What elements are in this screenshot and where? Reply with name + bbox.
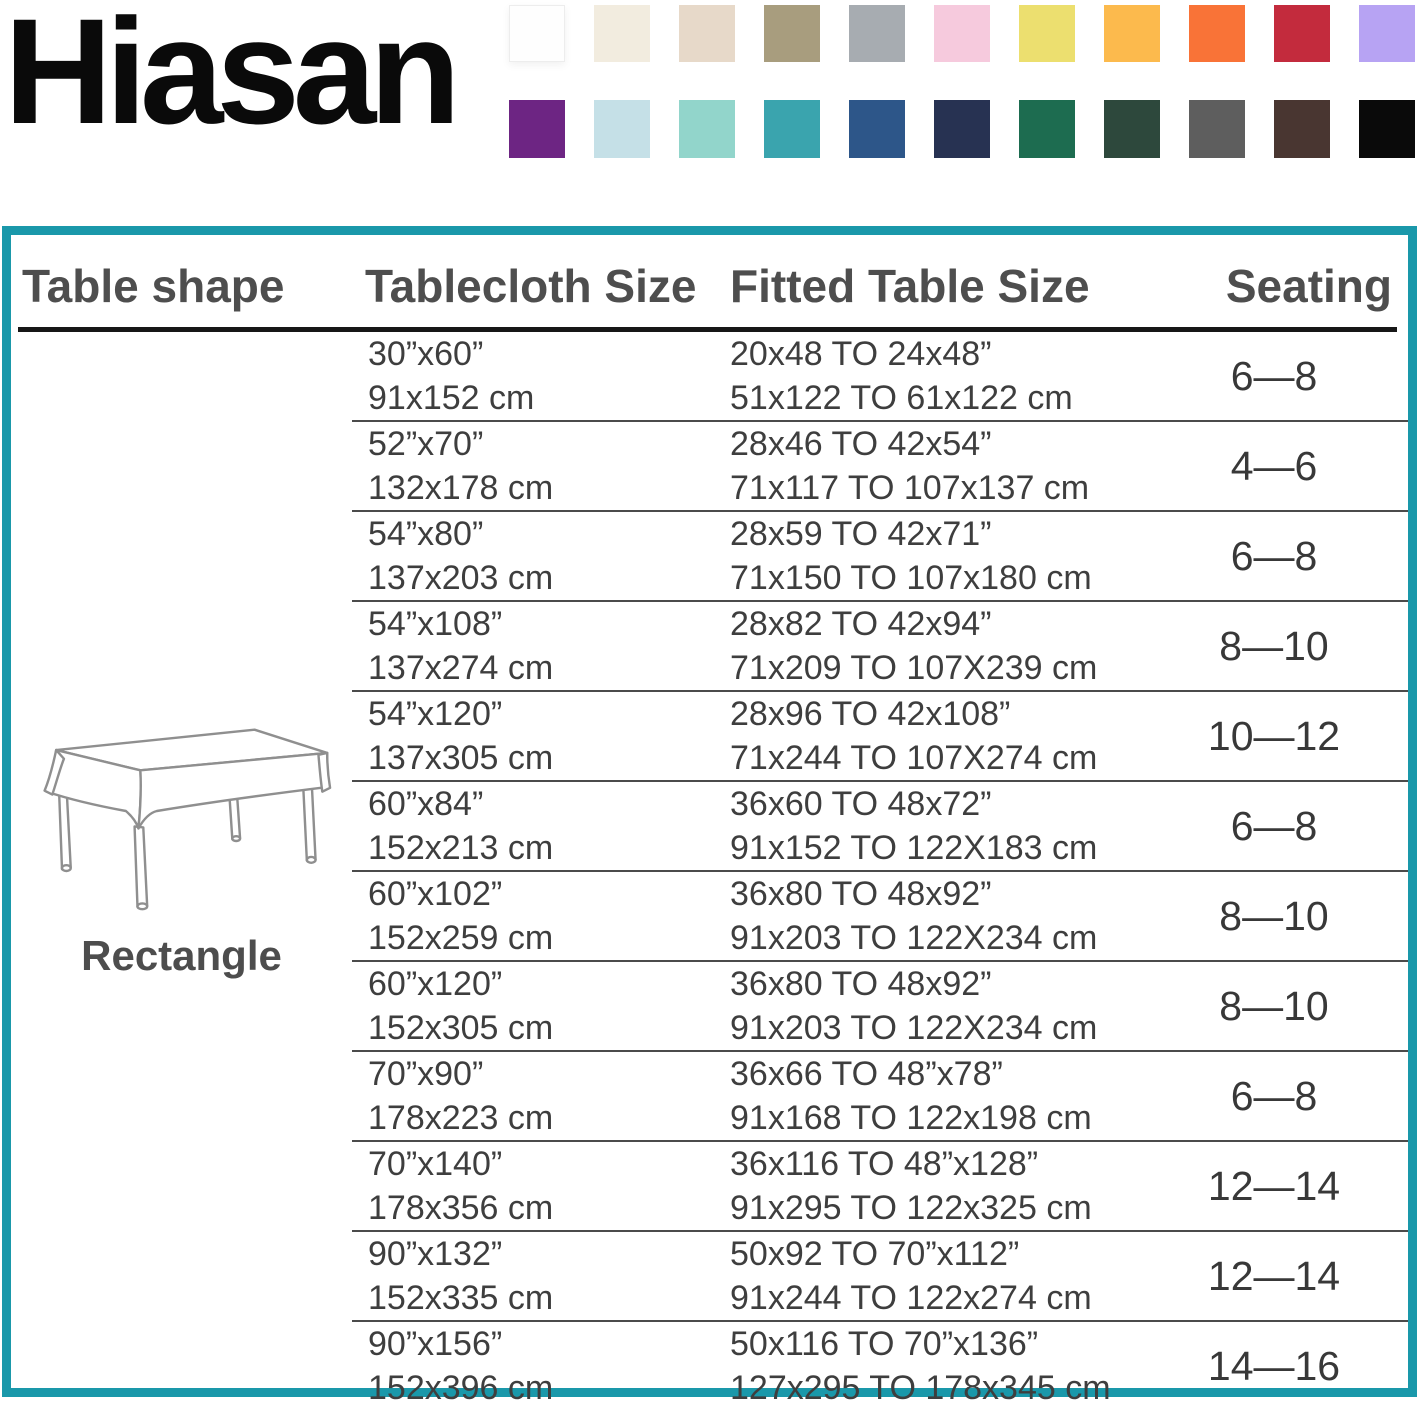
size-row [352, 1232, 1408, 1322]
fitted-table-size-inches: 28x46 TO 42x54” [730, 425, 992, 463]
seating-range: 4—6 [1230, 442, 1318, 489]
fitted-table-size-cm: 91x295 TO 122x325 cm [730, 1189, 1092, 1227]
swatch-beige [679, 5, 735, 62]
tablecloth-size-cm: 152x259 cm [368, 919, 554, 957]
column-header-table-shape: Table shape [22, 260, 285, 312]
seating-range: 12—14 [1207, 1162, 1341, 1209]
fitted-table-size-cell [730, 602, 1140, 690]
fitted-table-size-inches: 50x116 TO 70”x136” [730, 1325, 1039, 1363]
fitted-table-size-cm: 71x209 TO 107X239 cm [730, 649, 1098, 687]
tablecloth-size-cm: 178x223 cm [368, 1099, 554, 1137]
rectangle-table-illustration [32, 704, 332, 918]
fitted-table-size-cell [730, 512, 1140, 600]
swatch-purple [509, 100, 565, 158]
tablecloth-size-inches: 60”x120” [368, 965, 503, 1003]
size-rows [352, 332, 1408, 1407]
size-row [352, 1052, 1408, 1142]
swatch-light-blue [594, 100, 650, 158]
tablecloth-size-inches: 60”x102” [368, 875, 503, 913]
size-row [352, 1142, 1408, 1232]
fitted-table-size-cm: 91x203 TO 122X234 cm [730, 1009, 1098, 1047]
seating-range: 6—8 [1230, 1072, 1318, 1119]
fitted-table-size-cell [730, 422, 1140, 510]
column-header-tablecloth-size: Tablecloth Size [365, 260, 697, 312]
seating-range: 10—12 [1207, 712, 1341, 759]
tablecloth-size-inches: 60”x84” [368, 785, 484, 823]
seating-range: 6—8 [1230, 352, 1318, 399]
size-row [352, 602, 1408, 692]
tablecloth-size-inches: 52”x70” [368, 425, 484, 463]
tablecloth-size-cell [368, 1052, 730, 1140]
fitted-table-size-cm: 91x152 TO 122X183 cm [730, 829, 1098, 867]
tablecloth-size-inches: 90”x132” [368, 1235, 503, 1273]
swatch-seafoam [679, 100, 735, 158]
brand-logo: Hiasan [4, 0, 454, 155]
fitted-table-size-cm: 71x244 TO 107X274 cm [730, 739, 1098, 777]
fitted-table-size-cm: 71x150 TO 107x180 cm [730, 559, 1092, 597]
seating-range: 8—10 [1219, 622, 1329, 669]
tablecloth-size-cm: 137x305 cm [368, 739, 554, 777]
swatch-teal [764, 100, 820, 158]
fitted-table-size-inches: 36x80 TO 48x92” [730, 965, 992, 1003]
swatch-gray [849, 5, 905, 62]
fitted-table-size-cm: 91x244 TO 122x274 cm [730, 1279, 1092, 1317]
color-swatch-row-2 [509, 100, 1415, 158]
swatch-black [1359, 100, 1415, 158]
tablecloth-size-cell [368, 962, 730, 1050]
swatch-brown [1274, 100, 1330, 158]
tablecloth-size-inches: 70”x140” [368, 1145, 503, 1183]
tablecloth-size-inches: 90”x156” [368, 1325, 503, 1363]
size-row [352, 872, 1408, 962]
fitted-table-size-inches: 50x92 TO 70”x112” [730, 1235, 1020, 1273]
fitted-table-size-inches: 36x80 TO 48x92” [730, 875, 992, 913]
fitted-table-size-cell [730, 1052, 1140, 1140]
seating-range: 12—14 [1207, 1252, 1341, 1299]
shape-label: Rectangle [81, 932, 282, 979]
swatch-orange [1189, 5, 1245, 62]
fitted-table-size-inches: 28x59 TO 42x71” [730, 515, 992, 553]
seating-range: 8—10 [1219, 892, 1329, 939]
fitted-table-size-inches: 28x96 TO 42x108” [730, 695, 1011, 733]
fitted-table-size-cell [730, 1322, 1140, 1410]
tablecloth-size-inches: 30”x60” [368, 335, 484, 373]
tablecloth-size-cell [368, 422, 730, 510]
tablecloth-size-cm: 137x203 cm [368, 559, 554, 597]
tablecloth-size-cell [368, 692, 730, 780]
swatch-ivory [594, 5, 650, 62]
size-row [352, 512, 1408, 602]
swatch-green [1019, 100, 1075, 158]
tablecloth-size-cm: 152x335 cm [368, 1279, 554, 1317]
size-row [352, 782, 1408, 872]
fitted-table-size-cm: 51x122 TO 61x122 cm [730, 379, 1073, 417]
fitted-table-size-cell [730, 782, 1140, 870]
size-row [352, 962, 1408, 1052]
tablecloth-size-cm: 152x213 cm [368, 829, 554, 867]
fitted-table-size-cm: 91x168 TO 122x198 cm [730, 1099, 1092, 1137]
size-chart [2, 226, 1417, 1407]
fitted-table-size-cell [730, 1142, 1140, 1230]
swatch-lavender [1359, 5, 1415, 62]
swatch-navy [934, 100, 990, 158]
tablecloth-size-cm: 137x274 cm [368, 649, 554, 687]
fitted-table-size-inches: 28x82 TO 42x94” [730, 605, 992, 643]
fitted-table-size-cm: 127x295 TO 178x345 cm [730, 1369, 1111, 1407]
seating-range: 8—10 [1219, 982, 1329, 1029]
fitted-table-size-cm: 71x117 TO 107x137 cm [730, 469, 1090, 507]
tablecloth-size-cell [368, 512, 730, 600]
swatch-blue [849, 100, 905, 158]
tablecloth-size-inches: 54”x80” [368, 515, 484, 553]
table-shape-cell [11, 332, 352, 1388]
swatch-pink [934, 5, 990, 62]
tablecloth-size-cell [368, 1232, 730, 1320]
tablecloth-size-cm: 152x396 cm [368, 1369, 554, 1407]
tablecloth-size-cell [368, 332, 730, 420]
tablecloth-size-inches: 54”x108” [368, 605, 503, 643]
fitted-table-size-inches: 36x60 TO 48x72” [730, 785, 992, 823]
fitted-table-size-cell [730, 962, 1140, 1050]
size-row [352, 332, 1408, 422]
fitted-table-size-inches: 36x116 TO 48”x128” [730, 1145, 1039, 1183]
fitted-table-size-cell [730, 1232, 1140, 1320]
swatch-dark-green [1104, 100, 1160, 158]
swatch-khaki [764, 5, 820, 62]
tablecloth-size-cell [368, 1142, 730, 1230]
tablecloth-size-cm: 178x356 cm [368, 1189, 554, 1227]
tablecloth-size-cm: 132x178 cm [368, 469, 554, 507]
tablecloth-size-cell [368, 782, 730, 870]
column-header-seating: Seating [1225, 260, 1392, 312]
fitted-table-size-cm: 91x203 TO 122X234 cm [730, 919, 1098, 957]
fitted-table-size-cell [730, 692, 1140, 780]
size-row [352, 692, 1408, 782]
fitted-table-size-inches: 36x66 TO 48”x78” [730, 1055, 1003, 1093]
color-swatch-row-1 [509, 5, 1415, 62]
tablecloth-size-cm: 152x305 cm [368, 1009, 554, 1047]
tablecloth-size-inches: 54”x120” [368, 695, 503, 733]
fitted-table-size-inches: 20x48 TO 24x48” [730, 335, 992, 373]
fitted-table-size-cell [730, 332, 1140, 420]
tablecloth-size-inches: 70”x90” [368, 1055, 484, 1093]
swatch-red [1274, 5, 1330, 62]
seating-range: 6—8 [1230, 802, 1318, 849]
fitted-table-size-cell [730, 872, 1140, 960]
column-header-fitted-table-size: Fitted Table Size [730, 260, 1090, 312]
swatch-white [509, 5, 565, 62]
size-row [352, 1322, 1408, 1410]
tablecloth-size-cell [368, 602, 730, 690]
tablecloth-size-cell [368, 872, 730, 960]
tablecloth-size-cell [368, 1322, 730, 1410]
swatch-yellow [1019, 5, 1075, 62]
size-row [352, 422, 1408, 512]
swatch-dark-gray [1189, 100, 1245, 158]
seating-range: 6—8 [1230, 532, 1318, 579]
swatch-marigold [1104, 5, 1160, 62]
tablecloth-size-cm: 91x152 cm [368, 379, 535, 417]
size-chart-header [11, 235, 1408, 332]
seating-range: 14—16 [1207, 1342, 1341, 1389]
